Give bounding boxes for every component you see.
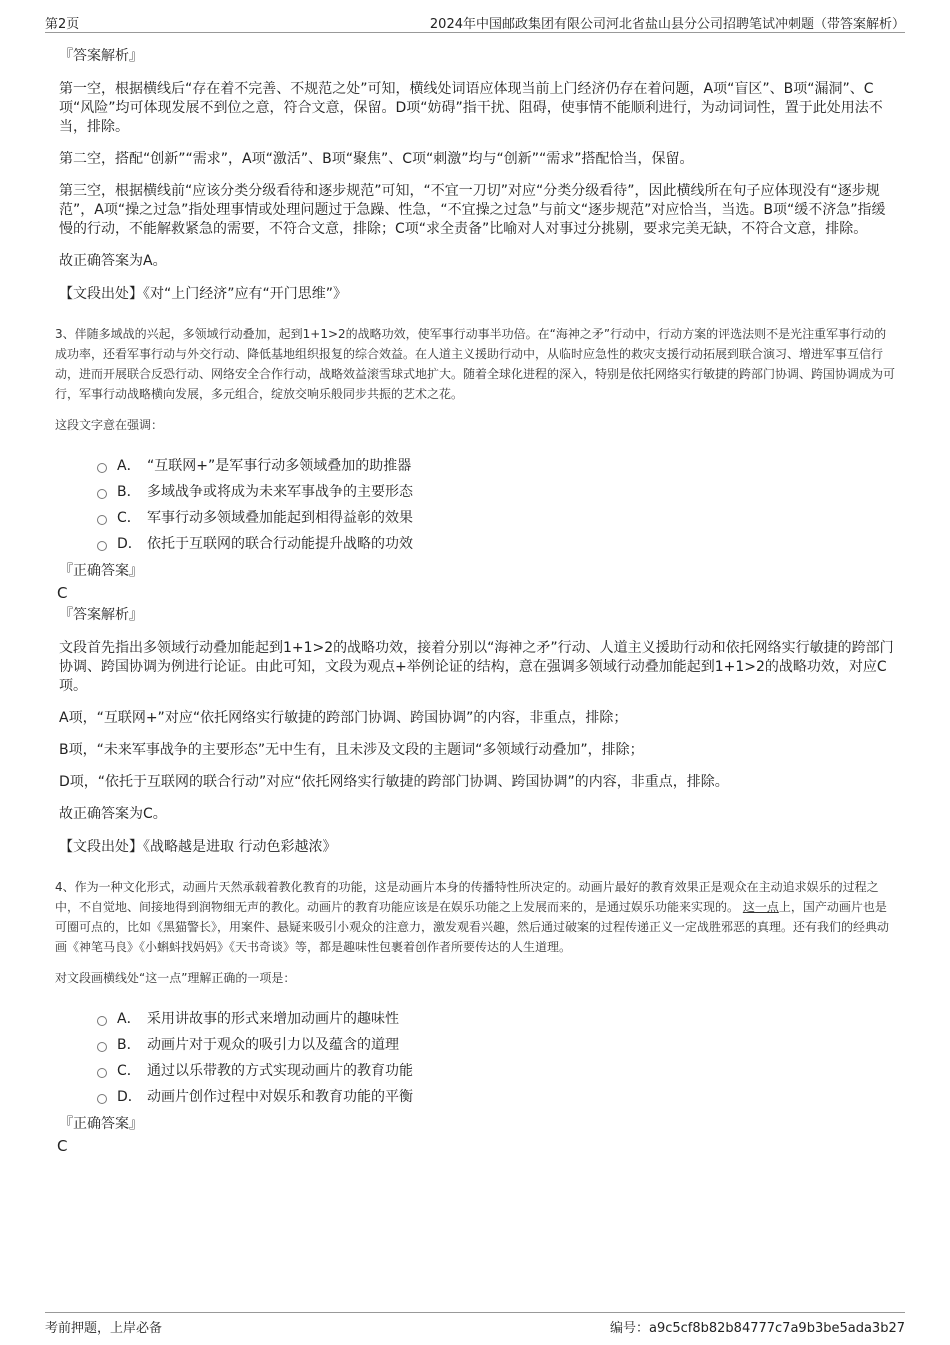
question-4-passage [55, 877, 898, 957]
passage-source: 【文段出处】《对“上门经济”应有“开门思维”》 [59, 286, 348, 302]
analysis-paragraph: 故正确答案为C。 [59, 806, 167, 822]
analysis-label: 『答案解析』 [59, 48, 143, 64]
option-text: 通过以乐带教的方式实现动画片的教育功能 [147, 1063, 413, 1079]
correct-answer: C [57, 584, 68, 602]
option-text: 军事行动多领域叠加能起到相得益彰的效果 [147, 510, 413, 526]
option-a[interactable] [97, 453, 898, 479]
option-key: C． [117, 1063, 141, 1079]
analysis-paragraph: A项，“互联网+”对应“依托网络实行敏捷的跨部门协调、跨国协调”的内容，非重点，排除； [59, 710, 628, 726]
radio-icon[interactable] [97, 1094, 107, 1104]
question-4-stem: 对文段画横线处“这一点”理解正确的一项是： [55, 971, 296, 985]
option-a[interactable] [97, 1006, 898, 1032]
page-content [55, 46, 898, 1158]
passage-text: 上，国产动画片也是可圈可点的，比如《黑猫警长》，用案件、悬疑来吸引小观众的注意力，激发观看兴趣，然后通过破案的过程传递正义一定战胜邪恶的真理。还有我们的经典动画《神笔马良》《小蝌蚪找妈妈》《天书奇谈》等，都是趣味性包裹着创作者所要传达的人生道理。 [55, 900, 890, 954]
radio-icon[interactable] [97, 489, 107, 499]
question-3-options [97, 453, 898, 557]
option-c[interactable] [97, 1058, 898, 1084]
underlined-phrase: 这一点 [742, 900, 779, 914]
option-text: 动画片对于观众的吸引力以及蕴含的道理 [147, 1037, 399, 1053]
passage-source: 【文段出处】《战略越是进取 行动色彩越浓》 [59, 839, 337, 855]
analysis-paragraph: 第三空，根据横线前“应该分类分级看待和逐步规范”可知，“不宜一刀切”对应“分类分级看待”，因此横线所在句子应体现没有“逐步规范”，A项“操之过急”指处理事情或处理问题过于急躁、性急，“不宜操之过急”与前文“逐步规范”对应恰当，当选。B项“缓不济急”指缓慢的行动，不能解救紧急的需要，不符合文意，排除；C项“求全责备”比喻对人对事过分挑剔，要求完美无缺，不符合文意，排除。 [59, 183, 886, 237]
option-key: A． [117, 458, 141, 474]
option-d[interactable] [97, 1084, 898, 1110]
option-d[interactable] [97, 531, 898, 557]
question-4-options [97, 1006, 898, 1110]
document-title: 2024年中国邮政集团有限公司河北省盐山县分公司招聘笔试冲刺题（带答案解析） [429, 17, 905, 32]
radio-icon[interactable] [97, 515, 107, 525]
option-key: A． [117, 1011, 141, 1027]
option-text: 多域战争或将成为未来军事战争的主要形态 [147, 484, 413, 500]
option-text: 动画片创作过程中对娱乐和教育功能的平衡 [147, 1089, 413, 1105]
option-key: B． [117, 484, 141, 500]
option-key: D． [117, 536, 142, 552]
question-3-passage: 3、伴随多域战的兴起，多领域行动叠加，起到1+1>2的战略功效，使军事行动事半功倍。在“海神之矛”行动中，行动方案的评选法则不是光注重军事行动的成功率，还看军事行动与外交行动、降低基地组织报复的综合效益。在人道主义援助行动中，从临时应急性的救灾支援行动拓展到联合演习、增进军事互信行动，进而开展联合反恐行动、网络安全合作行动，战略效益滚雪球式地扩大。随着全球化进程的深入，特别是依托网络实行敏捷的跨部门协调、跨国协调成为可行，军事行动战略横向发展，多元组合，绽放交响乐般同步共振的艺术之花。 [55, 327, 896, 401]
analysis-paragraph: 文段首先指出多领域行动叠加能起到1+1>2的战略功效，接着分别以“海神之矛”行动、人道主义援助行动和依托网络实行敏捷的跨部门协调、跨国协调为例进行论证。由此可知，文段为观点+举例论证的结构，意在强调多领域行动叠加能起到1+1>2的战略功效，对应C项。 [59, 640, 894, 694]
analysis-paragraph: 故正确答案为A。 [59, 253, 167, 269]
radio-icon[interactable] [97, 1068, 107, 1078]
radio-icon[interactable] [97, 463, 107, 473]
option-text: 依托于互联网的联合行动能提升战略的功效 [147, 536, 413, 552]
analysis-paragraph: 第一空，根据横线后“存在着不完善、不规范之处”可知，横线处词语应体现当前上门经济仍存在着问题，A项“盲区”、B项“漏洞”、C项“风险”均可体现发展不到位之意，符合文意，保留。D项“妨碍”指干扰、阻碍，使事情不能顺利进行，为动词词性，置于此处用法不当，排除。 [59, 81, 883, 135]
option-b[interactable] [97, 1032, 898, 1058]
question-3-stem: 这段文字意在强调： [55, 418, 164, 432]
correct-answer-label: 『正确答案』 [59, 563, 143, 579]
option-text: 采用讲故事的形式来增加动画片的趣味性 [147, 1011, 399, 1027]
radio-icon[interactable] [97, 1016, 107, 1026]
option-key: D． [117, 1089, 142, 1105]
radio-icon[interactable] [97, 1042, 107, 1052]
analysis-label: 『答案解析』 [59, 607, 143, 623]
option-c[interactable] [97, 505, 898, 531]
analysis-paragraph: D项，“依托于互联网的联合行动”对应“依托网络实行敏捷的跨部门协调、跨国协调”的内容，非重点，排除。 [59, 774, 729, 790]
document-id: 编号：a9c5cf8b82b84777c7a9b3be5ada3b27 [609, 1321, 905, 1336]
option-key: C． [117, 510, 141, 526]
passage-text: 4、作为一种文化形式，动画片天然承载着教化教育的功能，这是动画片本身的传播特性所决定的。动画片最好的教育效果正是观众在主动追求娱乐的过程之中，不自觉地、间接地得到润物细无声的教化。动画片的教育功能应该是在娱乐功能之上发展而来的，是通过娱乐功能来实现的。 [55, 880, 879, 914]
page-footer [45, 1312, 905, 1337]
correct-answer-label: 『正确答案』 [59, 1116, 143, 1132]
option-text: “互联网+”是军事行动多领域叠加的助推器 [147, 458, 412, 474]
page-number: 第2页 [45, 17, 80, 32]
analysis-paragraph: 第二空，搭配“创新”“需求”，A项“激活”、B项“聚焦”、C项“刺激”均与“创新”“需求”搭配恰当，保留。 [59, 151, 694, 167]
option-b[interactable] [97, 479, 898, 505]
radio-icon[interactable] [97, 541, 107, 551]
footer-slogan: 考前押题，上岸必备 [45, 1321, 163, 1336]
correct-answer: C [57, 1137, 68, 1155]
option-key: B． [117, 1037, 141, 1053]
analysis-paragraph: B项，“未来军事战争的主要形态”无中生有，且未涉及文段的主题词“多领域行动叠加”，排除； [59, 742, 644, 758]
page-header [45, 10, 905, 33]
